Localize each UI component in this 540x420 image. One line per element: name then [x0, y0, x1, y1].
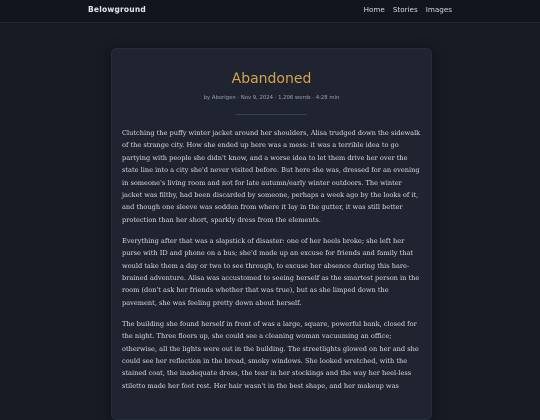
nav-links [364, 5, 452, 14]
article-paragraph: The building she found herself in front of was a large, square, powerful bank, closed for the night. Three floors up, she could see a cleaning woman vacuuming an office; otherwise, all the lights were out in the building. The streetlights glowed on her and she could see her reflection in the broad, smoky windows. She looked wretched, with the stained coat, the inadequate dress, the tear in her stockings and the way her heel-less stiletto made her foot rest. Her hair wasn't in the best shape, and her makeup was [122, 319, 419, 390]
article-meta: by Aborigen · Nov 9, 2024 · 1,206 words · 4:28 min [203, 95, 340, 101]
article-title: Abandoned [231, 71, 312, 87]
nav-link-home[interactable]: Home [363, 5, 385, 14]
article-body [122, 127, 422, 401]
top-navbar [0, 0, 540, 23]
nav-link-stories[interactable]: Stories [392, 5, 418, 14]
title-divider [236, 114, 307, 115]
site-brand[interactable]: Belowground [88, 5, 146, 14]
article-card [111, 48, 432, 420]
article-paragraph: Clutching the puffy winter jacket around her shoulders, Alisa trudged down the sidewalk of the strange city. How she ended up here was a mess: it was a terrible idea to go partying with people she didn't know, and a worse idea to let them drive her over the state line into a city she'd never visited before. But here she was, dressed for an evening in someone's living room and not for late autumn/early winter outdoors. The winter jacket was filthy, had been discarded by someone, perhaps a week ago by the looks of it, and though one sleeve was sodden from where it lay in the gutter, it was still better protection than her short, sparkly dress from the elements. [122, 129, 421, 224]
nav-link-images[interactable]: Images [425, 5, 452, 14]
article-paragraph: Everything after that was a slapstick of disaster: one of her heels broke; she left her purse with ID and phone on a bus; she'd made up an excuse for friends and family that would take them a day or two to see through, to excuse her absence during this hare-brained adventure. Alisa was accustomed to seeing herself as the smartest person in the room (don't ask her friends whether that was true), but as she limped down the pavement, she was feeling pretty down about herself. [122, 236, 420, 307]
